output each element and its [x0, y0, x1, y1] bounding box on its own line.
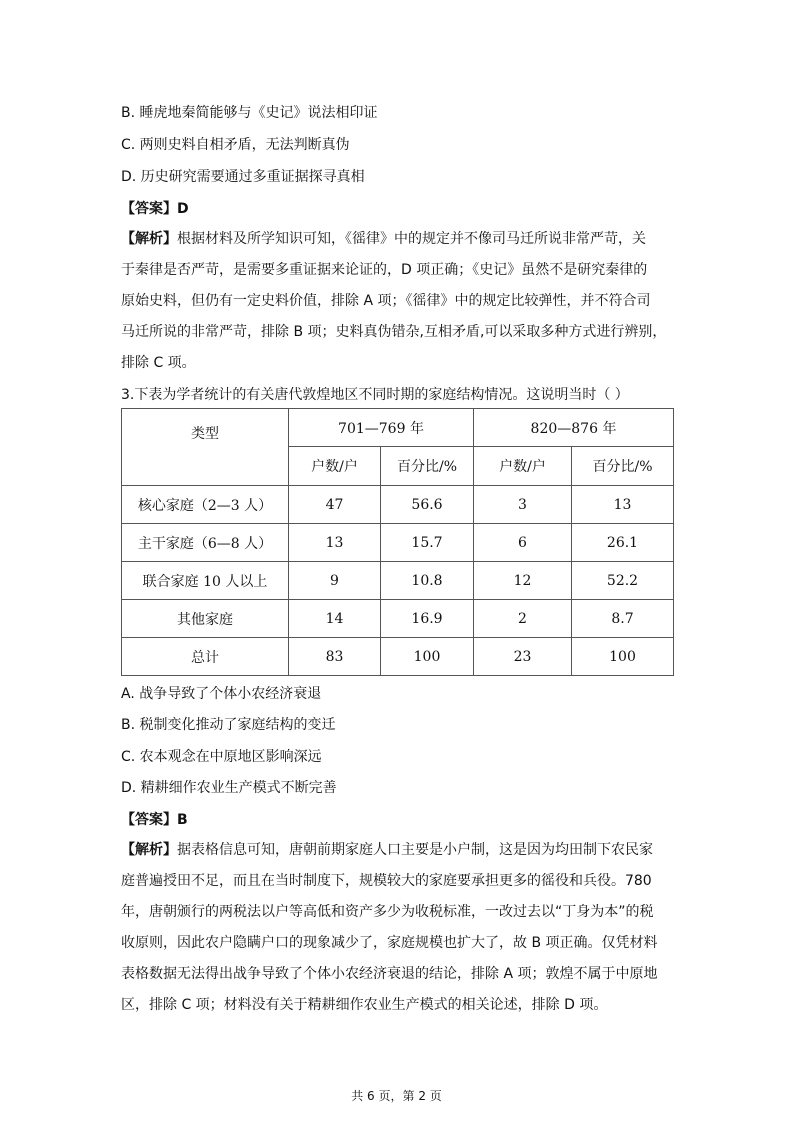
q2-option-c: C. 两则史料自相矛盾，无法判断真伪: [121, 137, 350, 153]
cell-households-1: 13: [289, 524, 381, 562]
q3-option-d: D. 精耕细作农业生产模式不断完善: [121, 780, 337, 796]
row-type: 主干家庭（6—8 人）: [122, 524, 289, 562]
page-footer: 共 6 页，第 2 页: [351, 1089, 442, 1103]
q2-analysis-line: 排除 C 项。: [121, 355, 196, 371]
q2-answer: [121, 199, 189, 219]
subheader-households-1: 户数/户: [289, 447, 381, 486]
q2-analysis-line: 于秦律是否严苛，是需要多重证据来论证的，D 项正确；《史记》虽然不是研究秦律的: [121, 262, 648, 278]
header-period-2: 820—876 年: [474, 409, 674, 447]
table-row: [122, 638, 674, 676]
header-period-1: 701—769 年: [289, 409, 474, 447]
cell-percent-1: 16.9: [381, 600, 474, 638]
q3-analysis-line: 区，排除 C 项；材料没有关于精耕细作农业生产模式的相关论述，排除 D 项。: [121, 997, 608, 1013]
q3-analysis-line: 收原则，因此农户隐瞒户口的现象减少了，家庭规模也扩大了，故 B 项正确。仅凭材料: [121, 935, 658, 951]
analysis-label: 【解析】: [121, 842, 177, 858]
q3-option-b: B. 税制变化推动了家庭结构的变迁: [121, 717, 336, 733]
cell-households-1: 9: [289, 562, 381, 600]
answer-label: 【答案】: [121, 201, 177, 217]
cell-percent-2: 26.1: [572, 524, 674, 562]
q3-option-c: C. 农本观念在中原地区影响深远: [121, 749, 322, 765]
q3-analysis-line: 【解析】据表格信息可知，唐朝前期家庭人口主要是小户制，这是因为均田制下农民家: [121, 842, 653, 858]
analysis-label: 【解析】: [121, 231, 177, 247]
answer-label: 【答案】: [121, 812, 177, 828]
cell-households-1: 83: [289, 638, 381, 676]
q3-answer: [121, 810, 188, 830]
q3-option-a: A. 战争导致了个体小农经济衰退: [121, 686, 322, 702]
cell-percent-2: 52.2: [572, 562, 674, 600]
cell-percent-2: 8.7: [572, 600, 674, 638]
q3-analysis-line: 庭普遍授田不足，而且在当时制度下，规模较大的家庭要承担更多的徭役和兵役。780: [121, 873, 652, 889]
answer-value: D: [177, 201, 189, 217]
subheader-percent-2: 百分比/%: [572, 447, 674, 486]
cell-households-2: 6: [474, 524, 572, 562]
cell-households-1: 14: [289, 600, 381, 638]
cell-households-2: 3: [474, 486, 572, 524]
subheader-percent-1: 百分比/%: [381, 447, 474, 486]
table-row: [122, 600, 674, 638]
cell-percent-1: 10.8: [381, 562, 474, 600]
table-row: [122, 562, 674, 600]
cell-percent-1: 15.7: [381, 524, 474, 562]
row-type: 核心家庭（2—3 人）: [122, 486, 289, 524]
row-type: 总计: [122, 638, 289, 676]
q2-analysis-line: 原始史料，但仍有一定史料价值，排除 A 项；《徭律》中的规定比较弹性，并不符合司: [121, 293, 651, 309]
cell-percent-1: 100: [381, 638, 474, 676]
answer-value: B: [177, 812, 188, 828]
cell-percent-2: 13: [572, 486, 674, 524]
q2-option-b: B. 睡虎地秦简能够与《史记》说法相印证: [121, 105, 378, 121]
q3-analysis: [121, 835, 681, 1021]
q3-analysis-line: 表格数据无法得出战争导致了个体小农经济衰退的结论，排除 A 项；敦煌不属于中原地: [121, 966, 658, 982]
row-type: 联合家庭 10 人以上: [122, 562, 289, 600]
table-row: [122, 524, 674, 562]
q2-analysis-line: 马迁所说的非常严苛，排除 B 项；史料真伪错杂,互相矛盾,可以采取多种方式进行辨别，: [121, 324, 667, 340]
cell-households-1: 47: [289, 486, 381, 524]
q2-analysis: [121, 224, 681, 379]
header-type: 类型: [122, 409, 289, 486]
subheader-households-2: 户数/户: [474, 447, 572, 486]
q3-stem: 3.下表为学者统计的有关唐代敦煌地区不同时期的家庭结构情况。这说明当时（ ）: [121, 387, 629, 403]
q2-option-d: D. 历史研究需要通过多重证据探寻真相: [121, 169, 365, 185]
row-type: 其他家庭: [122, 600, 289, 638]
cell-households-2: 2: [474, 600, 572, 638]
cell-households-2: 12: [474, 562, 572, 600]
cell-percent-2: 100: [572, 638, 674, 676]
table-row: [122, 486, 674, 524]
cell-households-2: 23: [474, 638, 572, 676]
q2-analysis-line: 【解析】根据材料及所学知识可知，《徭律》中的规定并不像司马迁所说非常严苛，关: [121, 231, 646, 247]
q3-analysis-line: 年，唐朝颁行的两税法以户等高低和资产多少为收税标准，一改过去以“丁身为本”的税: [121, 904, 654, 920]
cell-percent-1: 56.6: [381, 486, 474, 524]
family-structure-table: [121, 408, 674, 676]
